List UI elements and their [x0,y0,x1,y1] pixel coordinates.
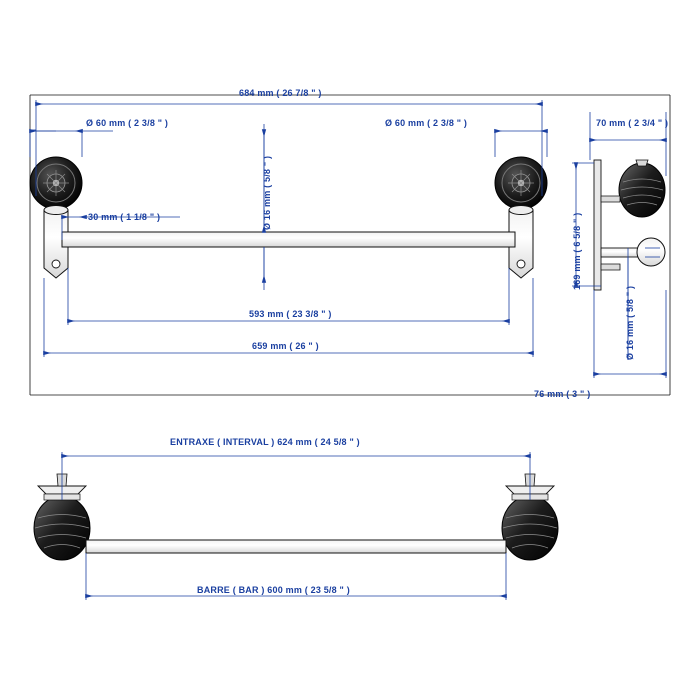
dim-rosette-diameter-left: Ø 60 mm ( 2 3/8 " ) [86,118,169,128]
dim-side-height: 169 mm ( 6 5/8 " ) [572,212,582,290]
bottom-dimension-lines [62,452,530,600]
dim-bar-label: BARRE ( BAR ) 600 mm ( 23 5/8 " ) [197,585,350,595]
right-rosette [495,157,547,209]
dim-interval-label: ENTRAXE ( INTERVAL ) 624 mm ( 24 5/8 " ) [170,437,360,447]
view-bottom-elevation [34,474,558,560]
left-rosette [30,157,82,209]
dim-bar-center-width: 593 mm ( 23 3/8 " ) [249,309,332,319]
dim-side-bar-diameter: Ø 16 mm ( 5/8 " ) [625,285,635,360]
side-lower-arm [601,238,665,270]
dim-rosette-diameter-right: Ø 60 mm ( 2 3/8 " ) [385,118,468,128]
dim-side-depth-top: 70 mm ( 2 3/4 " ) [596,118,669,128]
side-wall-plate [594,160,601,290]
dim-mount-center-width: 659 mm ( 26 " ) [252,341,319,351]
side-upper-knob [601,160,665,217]
dim-overall-width: 684 mm ( 26 7/8 " ) [239,88,322,98]
view-side-elevation [594,160,665,290]
dim-side-depth-bottom: 76 mm ( 3 " ) [534,389,591,399]
towel-bar [62,232,515,247]
bottom-towel-bar [86,540,506,553]
dim-projection-30: 30 mm ( 1 1/8 " ) [88,212,161,222]
dim-bar-diameter: Ø 16 mm ( 5/8 " ) [262,155,272,230]
